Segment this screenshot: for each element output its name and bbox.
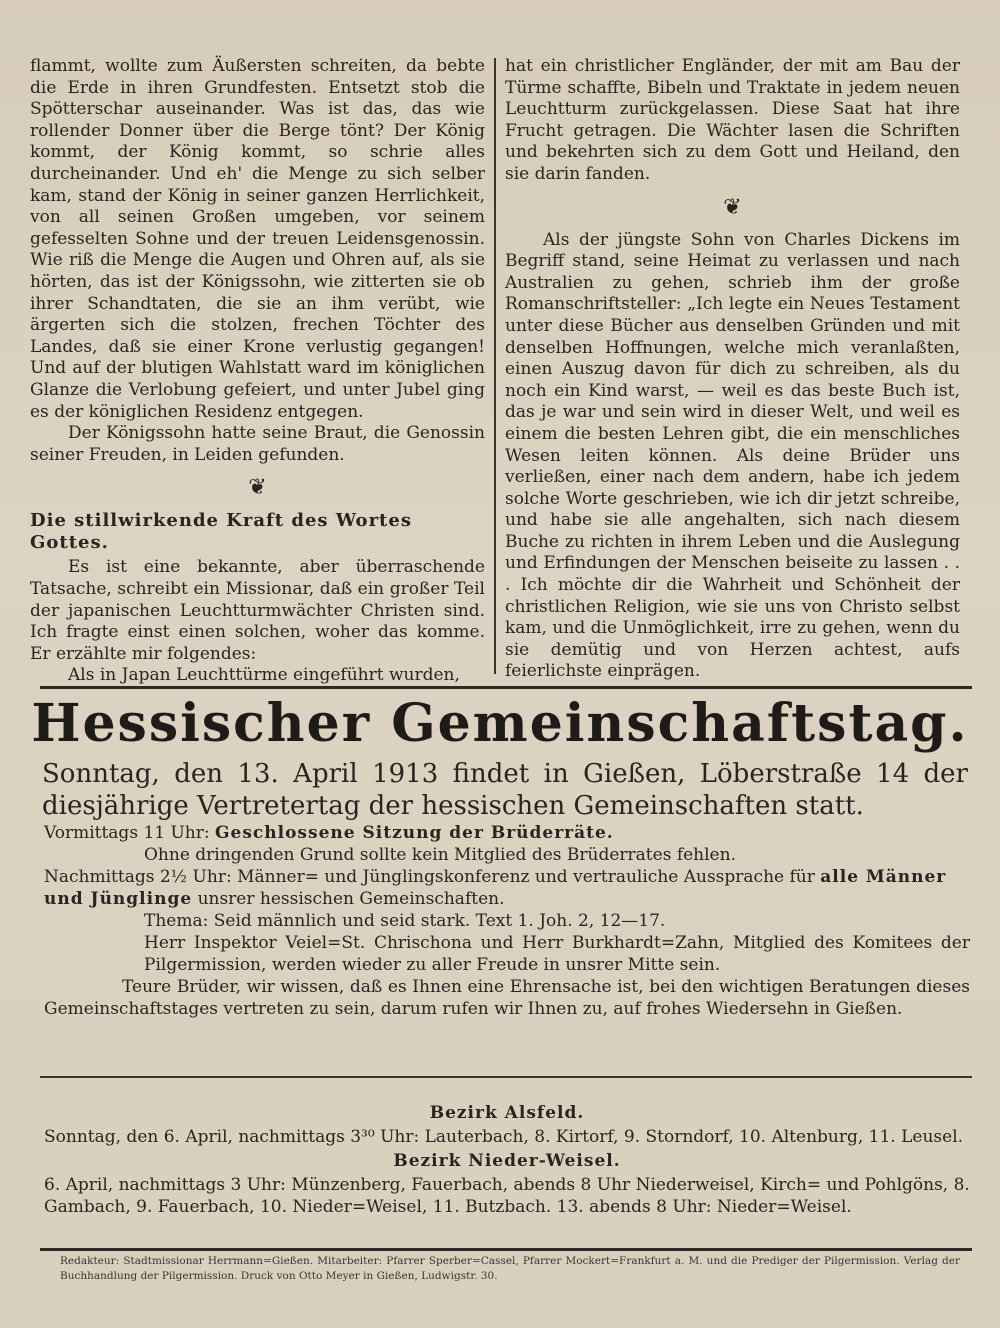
afternoon-event-end: unsrer hessischen Gemeinschaften. xyxy=(197,889,505,909)
leaf-ornament-icon: ❦ xyxy=(248,475,267,501)
right-paragraph-1: hat ein christlicher Engländer, der mit am Bau der Türme schaffte, Bibeln und Traktate in jedem neuen Leuchtturm zurückgelassen. Diese Saat hat ihre Frucht getragen. Die Wächter lasen die Schriften und bekehrten sich zu dem Gott und Heiland, den sie darin fanden. xyxy=(505,56,960,184)
column-divider xyxy=(494,58,496,674)
leaf-ornament-icon: ❦ xyxy=(723,194,742,220)
right-column xyxy=(505,56,960,683)
imprint-footer: Redakteur: Stadtmissionar Herrmann=Gießen. Mitarbeiter: Pfarrer Sperber=Cassel, Pfarrer Mockert=Frankfurt a. M. und die Prediger der Pilgermission. Verlag der Buchhandlung der Pilgermission. Druck von Otto Meyer in Gießen, Ludwigstr. 30. xyxy=(60,1255,960,1282)
districts xyxy=(44,1100,970,1218)
left-column xyxy=(30,56,485,687)
section-paragraph-1: Es ist eine bekannte, aber überraschende Tatsache, schreibt ein Missionar, daß ein großer Teil der japanischen Leuchtturmwächter Christen sind. Ich fragte einst einen solchen, woher das komme. Er erzählte mir folgendes: xyxy=(30,557,485,664)
morning-row xyxy=(44,822,970,844)
morning-note: Ohne dringenden Grund sollte kein Mitglied des Brüderrates fehlen. xyxy=(144,845,736,865)
right-paragraph-2: Als der jüngste Sohn von Charles Dickens im Begriff stand, seine Heimat zu verlassen und nach Australien zu gehen, schrieb ihm der große Romanschriftsteller: „Ich legte ein Neues Testament unter diese Bücher aus denselben Gründen und mit denselben Hoffnungen, welche mich veranlaßten, einen Auszug davon für dich zu schreiben, als du noch ein Kind warst, — weil es das beste Buch ist, das je war und sein wird in dieser Welt, und weil es einem die besten Lehren gibt, die ein menschliches Wesen leiten können. Als deine Brüder uns verließen, einer nach dem andern, habe ich jedem solche Worte geschrieben, wie ich dir jetzt schreibe, und habe sie alle angehalten, sich nach diesem Buche zu richten in ihrem Leben und die Auslegung und Erfindungen der Menschen beiseite zu lassen . . . Ich möchte dir die Wahrheit und Schönheit der christlichen Religion, wie sie uns von Christo selbst kam, und die Unmöglichkeit, irre zu gehen, wenn du sie demütig und von Herzen achtest, aufs feierlichste einprägen. xyxy=(505,229,960,682)
theme: Thema: Seid männlich und seid stark. Text 1. Joh. 2, 12—17. xyxy=(144,911,666,931)
district-title-nieder-weisel: Bezirk Nieder-Weisel. xyxy=(393,1151,621,1171)
district-title-alsfeld: Bezirk Alsfeld. xyxy=(429,1103,585,1123)
morning-time: Vormittags 11 Uhr: xyxy=(44,823,210,843)
afternoon-time: Nachmittags 2½ Uhr: xyxy=(44,867,232,887)
announcement: Sonntag, den 13. April 1913 findet in Gießen, Löberstraße 14 der diesjährige Vertretertag der hessischen Gemeinschaften statt. xyxy=(42,759,968,821)
afternoon-event-start: Männer= und Jünglingskonferenz und vertrauliche Aussprache für xyxy=(237,867,815,887)
left-paragraph-2: Der Königssohn hatte seine Braut, die Genossin seiner Freuden, in Leiden gefunden. xyxy=(30,423,485,465)
district-text-nieder-weisel: 6. April, nachmittags 3 Uhr: Münzenberg, Fauerbach, abends 8 Uhr Niederweisel, Kirch= und Pohlgöns, 8. Gambach, 9. Fauerbach, 10. Nieder=Weisel, 11. Butzbach. 13. abends 8 Uhr: Nieder=Weisel. xyxy=(44,1175,970,1217)
afternoon-row xyxy=(44,866,970,910)
morning-event: Geschlossene Sitzung der Brüderräte. xyxy=(215,823,614,843)
headline: Hessischer Gemeinschaftstag. xyxy=(31,693,969,754)
left-paragraph-1: flammt, wollte zum Äußersten schreiten, da bebte die Erde in ihren Grundfesten. Entsetzt stob die Spötterschar auseinander. Was ist das, das wie rollender Donner über die Berge tönt? Der König kommt, der König kommt, so schrie alles durcheinander. Und eh' die Menge zu sich selber kam, stand der König in seiner ganzen Herrlichkeit, von all seinen Großen umgeben, vor seinem gefesselten Sohne und der treuen Leidensgenossin. Wie riß die Menge die Augen und Ohren auf, als sie hörten, das ist der Königssohn, wie zitterten sie ob ihrer Schandtaten, die sie an ihm verübt, wie ärgerten sich die stolzen, frechen Töchter des Landes, daß sie einer Krone verlustig gegangen! Und auf der blutigen Wahlstatt ward im königlichen Glanze die Verlobung gefeiert, und unter Jubel ging es der königlichen Residenz entgegen. xyxy=(30,56,485,422)
section-paragraph-2: Als in Japan Leuchttürme eingeführt wurden, xyxy=(68,665,460,686)
section-title: Die stillwirkende Kraft des Wortes Gottes. xyxy=(30,510,412,553)
divider-rule xyxy=(40,1248,972,1251)
district-text-alsfeld: Sonntag, den 6. April, nachmittags 3³⁰ Uhr: Lauterbach, 8. Kirtorf, 9. Storndorf, 10. Altenburg, 11. Leusel. xyxy=(44,1127,964,1147)
speakers: Herr Inspektor Veiel=St. Chrischona und Herr Burkhardt=Zahn, Mitglied des Komitees der Pilgermission, werden wieder zu aller Freude in unsrer Mitte sein. xyxy=(144,933,970,975)
divider-rule xyxy=(40,1076,972,1078)
closing: Teure Brüder, wir wissen, daß es Ihnen eine Ehrensache ist, bei den wichtigen Beratungen dieses Gemeinschaftstages vertreten zu sein, darum rufen wir Ihnen zu, auf frohes Wiedersehn in Gießen. xyxy=(44,977,970,1019)
schedule xyxy=(44,822,970,1020)
divider-rule xyxy=(40,686,972,689)
afternoon-event-bold: alle Männer und Jünglinge xyxy=(44,867,947,909)
